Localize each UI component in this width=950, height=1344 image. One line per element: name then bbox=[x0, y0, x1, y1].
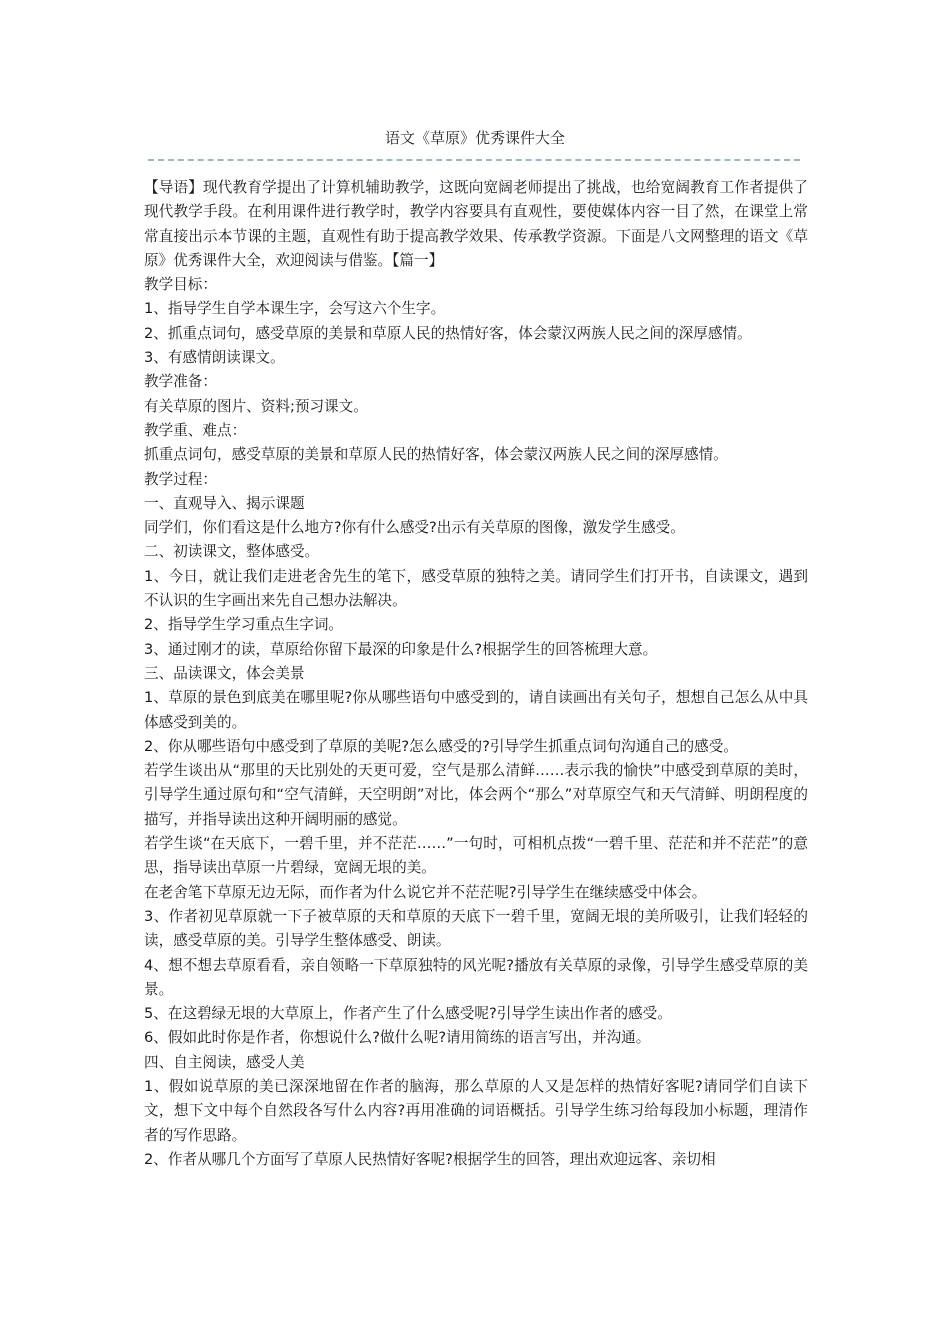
paragraph: 2、抓重点词句，感受草原的美景和草原人民的热情好客，体会蒙汉两族人民之间的深厚感情。 bbox=[144, 324, 752, 342]
paragraph: 1、假如说草原的美已深深地留在作者的脑海，那么草原的人又是怎样的热情好客呢?请同学们自读下文，想下文中每个自然段各写什么内容?再用准确的词语概括。引导学生练习给每段加小标题，理清作者的写作思路。 bbox=[144, 1077, 808, 1144]
paragraph: 1、草原的景色到底美在哪里呢?你从哪些语句中感受到的，请自读画出有关句子，想想自己怎么从中具体感受到美的。 bbox=[144, 689, 808, 731]
paragraph: 教学重、难点： bbox=[144, 421, 247, 439]
paragraph: 教学目标： bbox=[144, 276, 217, 294]
paragraph: 若学生谈“在天底下，一碧千里，并不茫茫……”一句时，可相机点拨“一碧千里、茫茫和并不茫茫”的意思，指导读出草原一片碧绿，宽阔无垠的美。 bbox=[144, 835, 808, 877]
paragraph: 5、在这碧绿无垠的大草原上，作者产生了什么感受呢?引导学生读出作者的感受。 bbox=[144, 1005, 672, 1023]
paragraph: 教学准备： bbox=[144, 373, 217, 391]
paragraph: 2、你从哪些语句中感受到了草原的美呢?怎么感受的?引导学生抓重点词句沟通自己的感受。 bbox=[144, 737, 738, 755]
paragraph: 抓重点词句，感受草原的美景和草原人民的热情好客，体会蒙汉两族人民之间的深厚感情。 bbox=[144, 446, 728, 464]
paragraph: 4、想不想去草原看看，亲自领略一下草原独特的风光呢?播放有关草原的录像，引导学生感受草原的美景。 bbox=[144, 956, 808, 998]
paragraph: 教学过程： bbox=[144, 470, 217, 488]
paragraph: 6、假如此时你是作者，你想说什么?做什么呢?请用简练的语言写出，并沟通。 bbox=[144, 1029, 651, 1047]
paragraph: 同学们，你们看这是什么地方?你有什么感受?出示有关草原的图像，激发学生感受。 bbox=[144, 519, 685, 537]
paragraph: 1、指导学生自学本课生字，会写这六个生字。 bbox=[144, 300, 446, 318]
paragraph: 2、作者从哪几个方面写了草原人民热情好客呢?根据学生的回答，理出欢迎远客、亲切相 bbox=[144, 1150, 716, 1168]
paragraph: 在老舍笔下草原无边无际，而作者为什么说它并不茫茫呢?引导学生在继续感受中体会。 bbox=[144, 883, 707, 901]
paragraph: 一、直观导入、揭示课题 bbox=[144, 494, 305, 512]
paragraph: 若学生谈出从“那里的天比别处的天更可爱，空气是那么清鲜……表示我的愉快”中感受到草原的美时，引导学生通过原句和“空气清鲜，天空明朗”对比，体会两个“那么”对草原空气和天气清鲜、明朗程度的描写，并指导读出这种开阔明丽的感觉。 bbox=[144, 762, 808, 828]
paragraph: 四、自主阅读，感受人美 bbox=[144, 1053, 305, 1071]
paragraph: 1、今日，就让我们走进老舍先生的笔下，感受草原的独特之美。请同学生们打开书，自读课文，遇到不认识的生字画出来先自己想办法解决。 bbox=[144, 567, 808, 610]
title-divider bbox=[148, 159, 800, 161]
paragraph: 3、有感情朗读课文。 bbox=[144, 349, 285, 367]
paragraph: 3、通过刚才的读，草原给你留下最深的印象是什么?根据学生的回答梳理大意。 bbox=[144, 640, 658, 658]
paragraph: 有关草原的图片、资料;预习课文。 bbox=[144, 397, 368, 415]
paragraph: 二、初读课文，整体感受。 bbox=[144, 543, 320, 561]
document-title: 语文《草原》优秀课件大全 bbox=[384, 129, 565, 147]
paragraph: 三、品读课文，体会美景 bbox=[144, 664, 305, 682]
document-body bbox=[144, 176, 808, 1172]
paragraph: 3、作者初见草原就一下子被草原的天和草原的天底下一碧千里，宽阔无垠的美所吸引，让我们轻轻的读，感受草原的美。引导学生整体感受、朗读。 bbox=[144, 907, 808, 950]
paragraph: 【导语】现代教育学提出了计算机辅助教学，这既向宽阔老师提出了挑战，也给宽阔教育工作者提供了现代教学手段。在利用课件进行教学时，教学内容要具有直观性，要使媒体内容一目了然，在课堂上常常直接出示本节课的主题，直观性有助于提高教学效果、传承教学资源。下面是八文网整理的语文《草原》优秀课件大全，欢迎阅读与借鉴。【篇一】 bbox=[144, 179, 808, 269]
paragraph: 2、指导学生学习重点生字词。 bbox=[144, 616, 344, 634]
